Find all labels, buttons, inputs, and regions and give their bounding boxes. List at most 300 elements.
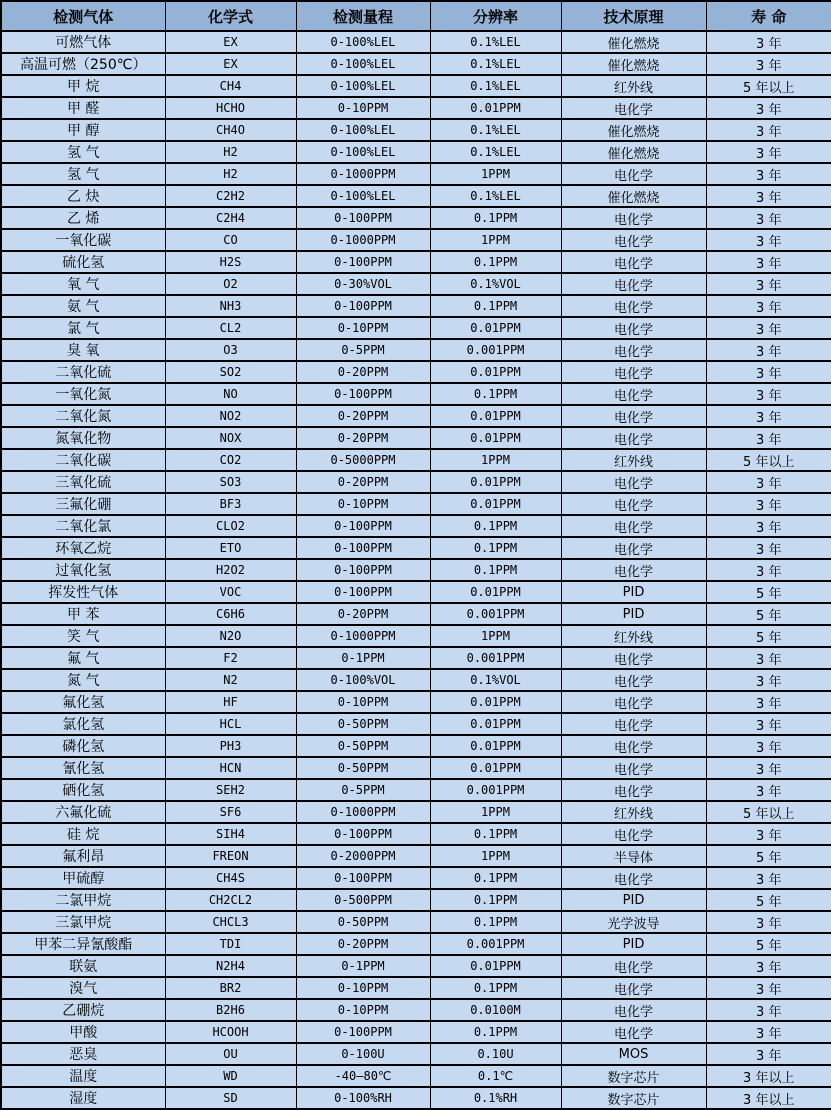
cell-resolution: 0.1%VOL [430, 669, 561, 691]
cell-range: 0-20PPM [296, 471, 430, 493]
cell-principle: 电化学 [561, 735, 706, 757]
cell-formula: SEH2 [165, 779, 296, 801]
column-header-lifespan: 寿 命 [706, 1, 831, 31]
cell-lifespan: 3 年 [706, 141, 831, 163]
cell-principle: 半导体 [561, 845, 706, 867]
cell-formula: FREON [165, 845, 296, 867]
cell-resolution: 0.1PPM [430, 251, 561, 273]
cell-lifespan: 5 年 [706, 603, 831, 625]
cell-principle: 电化学 [561, 977, 706, 999]
cell-formula: HCOOH [165, 1021, 296, 1043]
table-row [1, 251, 831, 273]
cell-range: 0-1PPM [296, 955, 430, 977]
cell-lifespan: 3 年 [706, 977, 831, 999]
cell-resolution: 0.1PPM [430, 515, 561, 537]
table-row [1, 1065, 831, 1087]
cell-range: 0-50PPM [296, 713, 430, 735]
cell-lifespan: 3 年 [706, 999, 831, 1021]
cell-range: 0-50PPM [296, 757, 430, 779]
table-row [1, 229, 831, 251]
cell-range: 0-100PPM [296, 383, 430, 405]
cell-formula: O2 [165, 273, 296, 295]
cell-formula: O3 [165, 339, 296, 361]
cell-gas: 甲 苯 [1, 603, 165, 625]
cell-principle: 电化学 [561, 691, 706, 713]
cell-formula: CH4S [165, 867, 296, 889]
cell-gas: 溴气 [1, 977, 165, 999]
cell-range: 0-100%LEL [296, 119, 430, 141]
table-row [1, 427, 831, 449]
cell-formula: CH2CL2 [165, 889, 296, 911]
cell-resolution: 0.01PPM [430, 493, 561, 515]
cell-principle: 电化学 [561, 757, 706, 779]
cell-resolution: 0.1PPM [430, 889, 561, 911]
cell-range: 0-1000PPM [296, 163, 430, 185]
cell-lifespan: 3 年 [706, 867, 831, 889]
table-row [1, 1087, 831, 1109]
cell-gas: 可燃气体 [1, 31, 165, 53]
cell-lifespan: 3 年 [706, 757, 831, 779]
table-row [1, 911, 831, 933]
cell-gas: 高温可燃（250℃） [1, 53, 165, 75]
cell-resolution: 0.01PPM [430, 581, 561, 603]
cell-principle: 电化学 [561, 955, 706, 977]
cell-gas: 臭 氧 [1, 339, 165, 361]
cell-gas: 硅 烷 [1, 823, 165, 845]
cell-formula: NH3 [165, 295, 296, 317]
table-row [1, 449, 831, 471]
cell-gas: 过氧化氢 [1, 559, 165, 581]
cell-gas: 三氯甲烷 [1, 911, 165, 933]
cell-formula: HF [165, 691, 296, 713]
table-row [1, 691, 831, 713]
cell-gas: 甲 烷 [1, 75, 165, 97]
cell-lifespan: 3 年 [706, 273, 831, 295]
cell-formula: PH3 [165, 735, 296, 757]
cell-formula: N2O [165, 625, 296, 647]
cell-principle: 电化学 [561, 317, 706, 339]
table-row [1, 31, 831, 53]
cell-principle: 红外线 [561, 75, 706, 97]
cell-lifespan: 5 年以上 [706, 801, 831, 823]
cell-range: 0-100%VOL [296, 669, 430, 691]
cell-range: 0-100%LEL [296, 75, 430, 97]
cell-gas: 六氟化硫 [1, 801, 165, 823]
cell-formula: HCHO [165, 97, 296, 119]
cell-lifespan: 3 年 [706, 823, 831, 845]
cell-resolution: 0.01PPM [430, 735, 561, 757]
cell-resolution: 1PPM [430, 163, 561, 185]
cell-formula: C2H2 [165, 185, 296, 207]
cell-range: 0-1000PPM [296, 801, 430, 823]
cell-lifespan: 5 年 [706, 933, 831, 955]
table-row [1, 999, 831, 1021]
cell-lifespan: 3 年 [706, 1021, 831, 1043]
table-row [1, 515, 831, 537]
cell-range: 0-30%VOL [296, 273, 430, 295]
cell-principle: 电化学 [561, 295, 706, 317]
table-row [1, 867, 831, 889]
cell-lifespan: 3 年 [706, 53, 831, 75]
cell-range: 0-100PPM [296, 537, 430, 559]
cell-resolution: 0.1%LEL [430, 185, 561, 207]
cell-gas: 乙 炔 [1, 185, 165, 207]
cell-resolution: 0.1PPM [430, 559, 561, 581]
cell-range: 0-100%LEL [296, 53, 430, 75]
table-row [1, 207, 831, 229]
cell-gas: 氟利昂 [1, 845, 165, 867]
table-row [1, 97, 831, 119]
cell-range: 0-50PPM [296, 735, 430, 757]
cell-range: 0-5PPM [296, 339, 430, 361]
cell-lifespan: 3 年以上 [706, 1065, 831, 1087]
cell-lifespan: 3 年 [706, 97, 831, 119]
cell-principle: 电化学 [561, 339, 706, 361]
cell-formula: CH4 [165, 75, 296, 97]
cell-range: 0-50PPM [296, 911, 430, 933]
cell-lifespan: 3 年 [706, 471, 831, 493]
cell-principle: 电化学 [561, 229, 706, 251]
cell-range: 0-20PPM [296, 603, 430, 625]
cell-range: 0-10PPM [296, 493, 430, 515]
cell-gas: 联氨 [1, 955, 165, 977]
cell-lifespan: 3 年 [706, 295, 831, 317]
cell-resolution: 0.1PPM [430, 977, 561, 999]
cell-lifespan: 5 年 [706, 889, 831, 911]
cell-principle: 电化学 [561, 97, 706, 119]
cell-resolution: 0.1PPM [430, 207, 561, 229]
cell-lifespan: 3 年 [706, 427, 831, 449]
cell-principle: 电化学 [561, 361, 706, 383]
cell-range: 0-20PPM [296, 405, 430, 427]
table-row [1, 537, 831, 559]
cell-gas: 笑 气 [1, 625, 165, 647]
cell-lifespan: 3 年 [706, 383, 831, 405]
table-row [1, 889, 831, 911]
cell-gas: 挥发性气体 [1, 581, 165, 603]
cell-principle: 红外线 [561, 801, 706, 823]
cell-formula: WD [165, 1065, 296, 1087]
cell-formula: NOX [165, 427, 296, 449]
cell-principle: 电化学 [561, 493, 706, 515]
cell-lifespan: 3 年 [706, 669, 831, 691]
cell-range: 0-1PPM [296, 647, 430, 669]
table-row [1, 955, 831, 977]
cell-principle: 数字芯片 [561, 1065, 706, 1087]
cell-range: 0-10PPM [296, 999, 430, 1021]
cell-resolution: 0.001PPM [430, 779, 561, 801]
cell-formula: CO [165, 229, 296, 251]
cell-resolution: 0.01PPM [430, 713, 561, 735]
cell-gas: 二氧化氮 [1, 405, 165, 427]
table-body [1, 31, 831, 1109]
cell-range: 0-100%LEL [296, 141, 430, 163]
cell-gas: 温度 [1, 1065, 165, 1087]
cell-formula: H2S [165, 251, 296, 273]
cell-gas: 甲酸 [1, 1021, 165, 1043]
cell-principle: 电化学 [561, 999, 706, 1021]
cell-formula: NO2 [165, 405, 296, 427]
cell-principle: MOS [561, 1043, 706, 1065]
cell-resolution: 0.1PPM [430, 1021, 561, 1043]
cell-principle: 催化燃烧 [561, 53, 706, 75]
cell-lifespan: 3 年 [706, 493, 831, 515]
table-row [1, 933, 831, 955]
cell-formula: NO [165, 383, 296, 405]
column-header-formula: 化学式 [165, 1, 296, 31]
cell-formula: H2O2 [165, 559, 296, 581]
cell-principle: 电化学 [561, 823, 706, 845]
cell-resolution: 0.01PPM [430, 955, 561, 977]
cell-gas: 二氧化硫 [1, 361, 165, 383]
column-header-principle: 技术原理 [561, 1, 706, 31]
cell-gas: 恶臭 [1, 1043, 165, 1065]
cell-range: 0-100%LEL [296, 185, 430, 207]
cell-principle: 催化燃烧 [561, 31, 706, 53]
cell-principle: 催化燃烧 [561, 141, 706, 163]
cell-resolution: 0.001PPM [430, 603, 561, 625]
cell-resolution: 0.01PPM [430, 405, 561, 427]
table-row [1, 295, 831, 317]
cell-lifespan: 3 年 [706, 647, 831, 669]
cell-lifespan: 3 年 [706, 185, 831, 207]
cell-lifespan: 3 年 [706, 119, 831, 141]
cell-principle: 红外线 [561, 449, 706, 471]
cell-principle: PID [561, 889, 706, 911]
cell-principle: 电化学 [561, 669, 706, 691]
header-row [1, 1, 831, 31]
cell-gas: 磷化氢 [1, 735, 165, 757]
cell-principle: 电化学 [561, 273, 706, 295]
table-row [1, 119, 831, 141]
cell-lifespan: 3 年 [706, 163, 831, 185]
cell-lifespan: 3 年 [706, 251, 831, 273]
cell-gas: 一氧化氮 [1, 383, 165, 405]
cell-formula: OU [165, 1043, 296, 1065]
cell-range: 0-10PPM [296, 977, 430, 999]
cell-gas: 一氧化碳 [1, 229, 165, 251]
cell-gas: 二氧化氯 [1, 515, 165, 537]
cell-gas: 氮 气 [1, 669, 165, 691]
cell-formula: EX [165, 31, 296, 53]
cell-principle: 电化学 [561, 559, 706, 581]
cell-gas: 甲苯二异氰酸酯 [1, 933, 165, 955]
cell-principle: 电化学 [561, 515, 706, 537]
cell-lifespan: 3 年 [706, 537, 831, 559]
cell-gas: 乙 烯 [1, 207, 165, 229]
cell-principle: 电化学 [561, 867, 706, 889]
cell-gas: 氮氧化物 [1, 427, 165, 449]
cell-principle: 电化学 [561, 163, 706, 185]
cell-principle: 电化学 [561, 207, 706, 229]
cell-gas: 硒化氢 [1, 779, 165, 801]
cell-range: 0-100PPM [296, 251, 430, 273]
cell-principle: 催化燃烧 [561, 119, 706, 141]
cell-resolution: 0.10U [430, 1043, 561, 1065]
cell-principle: 催化燃烧 [561, 185, 706, 207]
cell-resolution: 0.1%VOL [430, 273, 561, 295]
table-row [1, 735, 831, 757]
cell-gas: 氰化氢 [1, 757, 165, 779]
cell-range: 0-500PPM [296, 889, 430, 911]
cell-formula: C2H4 [165, 207, 296, 229]
cell-formula: CL2 [165, 317, 296, 339]
table-row [1, 53, 831, 75]
cell-resolution: 1PPM [430, 801, 561, 823]
cell-resolution: 0.01PPM [430, 757, 561, 779]
cell-resolution: 0.0100M [430, 999, 561, 1021]
cell-lifespan: 5 年以上 [706, 449, 831, 471]
cell-resolution: 0.001PPM [430, 339, 561, 361]
cell-range: 0-100PPM [296, 295, 430, 317]
cell-range: -40—80℃ [296, 1065, 430, 1087]
cell-formula: H2 [165, 163, 296, 185]
table-row [1, 493, 831, 515]
table-row [1, 1021, 831, 1043]
cell-resolution: 0.1PPM [430, 383, 561, 405]
cell-range: 0-2000PPM [296, 845, 430, 867]
cell-range: 0-100PPM [296, 581, 430, 603]
table-row [1, 801, 831, 823]
cell-resolution: 1PPM [430, 449, 561, 471]
cell-formula: N2H4 [165, 955, 296, 977]
cell-formula: EX [165, 53, 296, 75]
table-row [1, 647, 831, 669]
table-row [1, 273, 831, 295]
column-header-gas: 检测气体 [1, 1, 165, 31]
cell-resolution: 0.1PPM [430, 537, 561, 559]
cell-formula: SF6 [165, 801, 296, 823]
cell-range: 0-100PPM [296, 1021, 430, 1043]
cell-resolution: 0.01PPM [430, 691, 561, 713]
cell-resolution: 0.1%LEL [430, 53, 561, 75]
cell-gas: 硫化氢 [1, 251, 165, 273]
cell-lifespan: 3 年 [706, 1043, 831, 1065]
table-row [1, 559, 831, 581]
table-row [1, 581, 831, 603]
cell-resolution: 0.01PPM [430, 361, 561, 383]
cell-range: 0-5PPM [296, 779, 430, 801]
table-row [1, 361, 831, 383]
cell-range: 0-100PPM [296, 867, 430, 889]
cell-principle: 电化学 [561, 713, 706, 735]
cell-lifespan: 3 年 [706, 735, 831, 757]
cell-resolution: 1PPM [430, 229, 561, 251]
table-row [1, 75, 831, 97]
table-row [1, 405, 831, 427]
cell-resolution: 0.1℃ [430, 1065, 561, 1087]
cell-gas: 三氟化硼 [1, 493, 165, 515]
cell-gas: 湿度 [1, 1087, 165, 1109]
table-row [1, 625, 831, 647]
cell-lifespan: 3 年 [706, 559, 831, 581]
cell-principle: 电化学 [561, 405, 706, 427]
cell-gas: 二氧化碳 [1, 449, 165, 471]
cell-range: 0-10PPM [296, 317, 430, 339]
table-row [1, 713, 831, 735]
table-row [1, 339, 831, 361]
cell-lifespan: 3 年 [706, 713, 831, 735]
cell-gas: 氟 气 [1, 647, 165, 669]
cell-formula: BF3 [165, 493, 296, 515]
cell-principle: PID [561, 933, 706, 955]
cell-lifespan: 3 年 [706, 317, 831, 339]
cell-formula: F2 [165, 647, 296, 669]
cell-lifespan: 5 年 [706, 845, 831, 867]
cell-range: 0-20PPM [296, 361, 430, 383]
cell-principle: 电化学 [561, 471, 706, 493]
table-row [1, 757, 831, 779]
cell-formula: SO2 [165, 361, 296, 383]
cell-lifespan: 3 年 [706, 911, 831, 933]
cell-formula: ETO [165, 537, 296, 559]
cell-resolution: 0.1%LEL [430, 75, 561, 97]
cell-resolution: 0.01PPM [430, 97, 561, 119]
cell-range: 0-10PPM [296, 97, 430, 119]
cell-range: 0-5000PPM [296, 449, 430, 471]
cell-gas: 甲 醇 [1, 119, 165, 141]
table-row [1, 141, 831, 163]
cell-range: 0-100PPM [296, 559, 430, 581]
cell-resolution: 1PPM [430, 625, 561, 647]
cell-formula: CLO2 [165, 515, 296, 537]
cell-resolution: 0.01PPM [430, 427, 561, 449]
cell-principle: 电化学 [561, 383, 706, 405]
cell-gas: 氯化氢 [1, 713, 165, 735]
cell-principle: 电化学 [561, 647, 706, 669]
cell-gas: 氨 气 [1, 295, 165, 317]
cell-gas: 氟化氢 [1, 691, 165, 713]
cell-lifespan: 5 年 [706, 625, 831, 647]
cell-resolution: 0.1%LEL [430, 31, 561, 53]
cell-lifespan: 3 年以上 [706, 1087, 831, 1109]
cell-range: 0-100%RH [296, 1087, 430, 1109]
cell-lifespan: 3 年 [706, 779, 831, 801]
cell-range: 0-100PPM [296, 823, 430, 845]
cell-formula: SIH4 [165, 823, 296, 845]
cell-formula: TDI [165, 933, 296, 955]
cell-range: 0-100U [296, 1043, 430, 1065]
cell-lifespan: 3 年 [706, 405, 831, 427]
cell-lifespan: 3 年 [706, 207, 831, 229]
cell-gas: 环氧乙烷 [1, 537, 165, 559]
cell-principle: 红外线 [561, 625, 706, 647]
table-row [1, 471, 831, 493]
cell-range: 0-1000PPM [296, 229, 430, 251]
table-row [1, 779, 831, 801]
cell-lifespan: 3 年 [706, 31, 831, 53]
cell-gas: 氯 气 [1, 317, 165, 339]
cell-lifespan: 3 年 [706, 515, 831, 537]
cell-lifespan: 5 年 [706, 581, 831, 603]
cell-principle: 数字芯片 [561, 1087, 706, 1109]
cell-lifespan: 3 年 [706, 955, 831, 977]
cell-gas: 甲 醛 [1, 97, 165, 119]
cell-formula: B2H6 [165, 999, 296, 1021]
cell-formula: N2 [165, 669, 296, 691]
cell-range: 0-100PPM [296, 207, 430, 229]
cell-formula: CO2 [165, 449, 296, 471]
cell-resolution: 0.001PPM [430, 647, 561, 669]
cell-principle: 电化学 [561, 1021, 706, 1043]
column-header-resolution: 分辨率 [430, 1, 561, 31]
table-row [1, 603, 831, 625]
cell-principle: 电化学 [561, 251, 706, 273]
cell-principle: PID [561, 603, 706, 625]
cell-lifespan: 3 年 [706, 339, 831, 361]
cell-gas: 甲硫醇 [1, 867, 165, 889]
cell-principle: 电化学 [561, 427, 706, 449]
